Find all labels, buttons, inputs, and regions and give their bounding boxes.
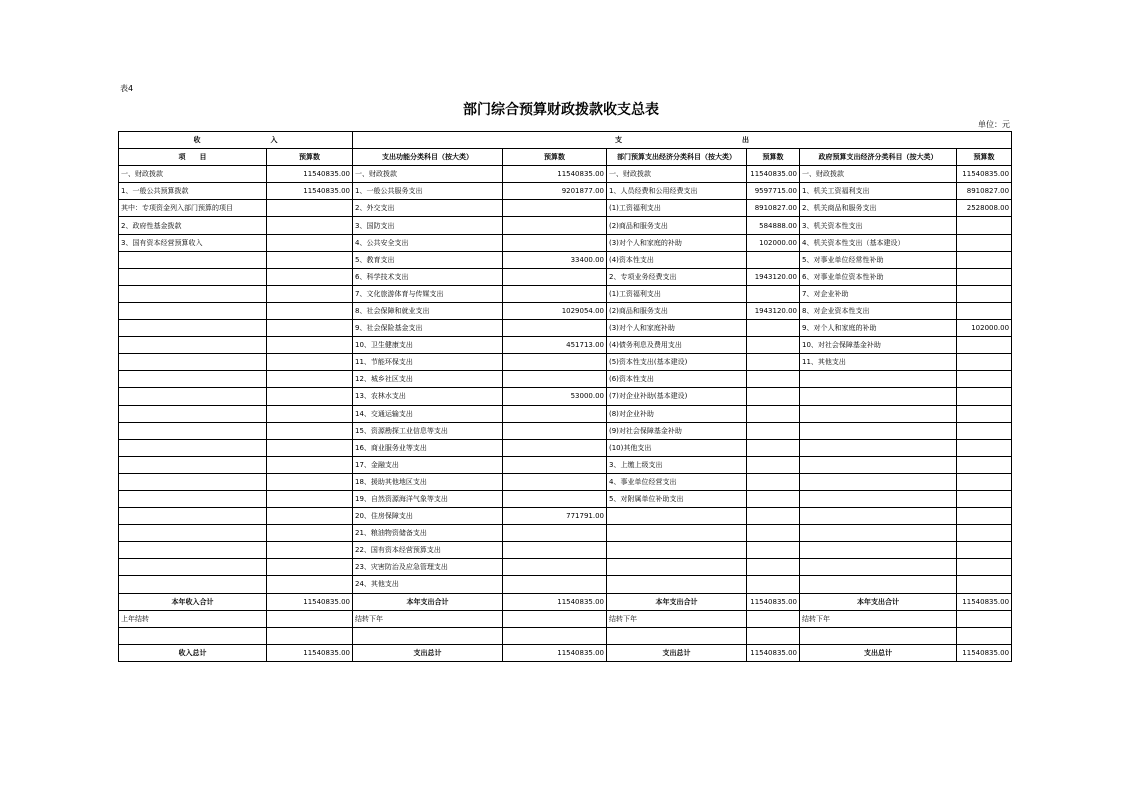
dept-econ-item: (3)对个人和家庭补助 bbox=[607, 320, 747, 337]
function-item: 8、社会保障和就业支出 bbox=[353, 302, 503, 319]
dept-econ-item bbox=[607, 559, 747, 576]
function-item: 11、节能环保支出 bbox=[353, 354, 503, 371]
table-row bbox=[119, 217, 1012, 234]
empty-cell bbox=[957, 627, 1012, 644]
empty-cell bbox=[353, 627, 503, 644]
table-row bbox=[119, 200, 1012, 217]
function-amount bbox=[503, 320, 607, 337]
gov-econ-amount bbox=[957, 302, 1012, 319]
income-item: 1、一般公共预算拨款 bbox=[119, 183, 267, 200]
table-row bbox=[119, 576, 1012, 593]
gov-econ-amount bbox=[957, 405, 1012, 422]
dept-econ-amount bbox=[747, 439, 800, 456]
gov-econ-amount bbox=[957, 508, 1012, 525]
dept-econ-item: (6)资本性支出 bbox=[607, 371, 747, 388]
income-item bbox=[119, 354, 267, 371]
empty-cell bbox=[607, 627, 747, 644]
carryover-label: 结转下年 bbox=[353, 610, 503, 627]
dept-econ-item bbox=[607, 508, 747, 525]
income-item bbox=[119, 542, 267, 559]
grand-total-row bbox=[119, 644, 1012, 661]
dept-econ-amount bbox=[747, 542, 800, 559]
function-item: 14、交通运输支出 bbox=[353, 405, 503, 422]
carryover-value bbox=[503, 610, 607, 627]
table-number: 表4 bbox=[120, 84, 134, 93]
carryover-label: 结转下年 bbox=[607, 610, 747, 627]
function-amount: 771791.00 bbox=[503, 508, 607, 525]
table-row bbox=[119, 285, 1012, 302]
gov-econ-item bbox=[800, 388, 957, 405]
dept-econ-amount bbox=[747, 576, 800, 593]
dept-econ-amount bbox=[747, 456, 800, 473]
function-amount bbox=[503, 354, 607, 371]
gov-econ-amount bbox=[957, 439, 1012, 456]
income-item bbox=[119, 302, 267, 319]
income-amount bbox=[267, 234, 353, 251]
gov-econ-item: 11、其他支出 bbox=[800, 354, 957, 371]
dept-econ-amount: 584888.00 bbox=[747, 217, 800, 234]
grand-total-value: 11540835.00 bbox=[503, 644, 607, 661]
income-amount bbox=[267, 302, 353, 319]
dept-econ-item: (7)对企业补助(基本建设) bbox=[607, 388, 747, 405]
budget-summary-table bbox=[118, 131, 1012, 662]
table-row bbox=[119, 268, 1012, 285]
gov-econ-amount bbox=[957, 217, 1012, 234]
function-amount: 9201877.00 bbox=[503, 183, 607, 200]
function-amount bbox=[503, 422, 607, 439]
function-item: 23、灾害防治及应急管理支出 bbox=[353, 559, 503, 576]
gov-econ-item bbox=[800, 542, 957, 559]
gov-econ-amount bbox=[957, 285, 1012, 302]
gov-econ-item bbox=[800, 525, 957, 542]
function-item: 6、科学技术支出 bbox=[353, 268, 503, 285]
dept-econ-amount: 1943120.00 bbox=[747, 268, 800, 285]
gov-econ-item: 3、机关资本性支出 bbox=[800, 217, 957, 234]
dept-econ-item bbox=[607, 525, 747, 542]
gov-econ-item bbox=[800, 371, 957, 388]
dept-econ-item: (2)商品和服务支出 bbox=[607, 217, 747, 234]
dept-econ-item: (5)资本性支出(基本建设) bbox=[607, 354, 747, 371]
grand-total-label: 支出总计 bbox=[607, 644, 747, 661]
gov-econ-amount bbox=[957, 422, 1012, 439]
income-item bbox=[119, 439, 267, 456]
income-amount bbox=[267, 490, 353, 507]
gov-econ-amount bbox=[957, 337, 1012, 354]
gov-econ-amount bbox=[957, 456, 1012, 473]
gov-econ-amount bbox=[957, 388, 1012, 405]
dept-econ-amount: 1943120.00 bbox=[747, 302, 800, 319]
function-item: 15、资源勘探工业信息等支出 bbox=[353, 422, 503, 439]
total-value: 11540835.00 bbox=[503, 593, 607, 610]
total-label: 本年支出合计 bbox=[800, 593, 957, 610]
income-amount bbox=[267, 371, 353, 388]
function-amount bbox=[503, 439, 607, 456]
gov-econ-item: 6、对事业单位资本性补助 bbox=[800, 268, 957, 285]
gov-econ-amount bbox=[957, 371, 1012, 388]
annual-total-row bbox=[119, 593, 1012, 610]
dept-econ-amount bbox=[747, 251, 800, 268]
table-row bbox=[119, 354, 1012, 371]
gov-econ-item: 1、机关工资福利支出 bbox=[800, 183, 957, 200]
gov-econ-amount bbox=[957, 542, 1012, 559]
function-amount bbox=[503, 234, 607, 251]
column-header: 支出功能分类科目（按大类） bbox=[353, 149, 503, 166]
function-amount bbox=[503, 490, 607, 507]
income-amount bbox=[267, 576, 353, 593]
grand-total-value: 11540835.00 bbox=[747, 644, 800, 661]
income-item bbox=[119, 268, 267, 285]
function-item: 13、农林水支出 bbox=[353, 388, 503, 405]
function-item: 24、其他支出 bbox=[353, 576, 503, 593]
dept-econ-amount: 102000.00 bbox=[747, 234, 800, 251]
income-item: 一、财政拨款 bbox=[119, 166, 267, 183]
dept-econ-amount bbox=[747, 354, 800, 371]
gov-econ-amount bbox=[957, 576, 1012, 593]
dept-econ-amount bbox=[747, 508, 800, 525]
carryover-label: 结转下年 bbox=[800, 610, 957, 627]
gov-econ-amount bbox=[957, 354, 1012, 371]
total-value: 11540835.00 bbox=[267, 593, 353, 610]
carryover-value bbox=[267, 610, 353, 627]
gov-econ-item bbox=[800, 405, 957, 422]
expense-group-header: 支 出 bbox=[353, 132, 1012, 149]
function-amount bbox=[503, 576, 607, 593]
function-item: 16、商业服务业等支出 bbox=[353, 439, 503, 456]
income-amount bbox=[267, 388, 353, 405]
function-item: 17、金融支出 bbox=[353, 456, 503, 473]
grand-total-value: 11540835.00 bbox=[267, 644, 353, 661]
grand-total-value: 11540835.00 bbox=[957, 644, 1012, 661]
group-header-row bbox=[119, 132, 1012, 149]
gov-econ-item: 2、机关商品和服务支出 bbox=[800, 200, 957, 217]
dept-econ-amount bbox=[747, 490, 800, 507]
total-label: 本年收入合计 bbox=[119, 593, 267, 610]
gov-econ-amount bbox=[957, 268, 1012, 285]
function-item: 12、城乡社区支出 bbox=[353, 371, 503, 388]
column-header: 预算数 bbox=[957, 149, 1012, 166]
income-amount bbox=[267, 337, 353, 354]
dept-econ-amount: 9597715.00 bbox=[747, 183, 800, 200]
dept-econ-item: (4)债务利息及费用支出 bbox=[607, 337, 747, 354]
dept-econ-amount bbox=[747, 473, 800, 490]
function-item: 7、文化旅游体育与传媒支出 bbox=[353, 285, 503, 302]
gov-econ-item: 4、机关资本性支出（基本建设） bbox=[800, 234, 957, 251]
income-amount bbox=[267, 200, 353, 217]
grand-total-label: 收入总计 bbox=[119, 644, 267, 661]
carryover-value bbox=[957, 610, 1012, 627]
gov-econ-item: 一、财政拨款 bbox=[800, 166, 957, 183]
table-row bbox=[119, 337, 1012, 354]
function-item: 1、一般公共服务支出 bbox=[353, 183, 503, 200]
income-amount bbox=[267, 320, 353, 337]
table-row bbox=[119, 234, 1012, 251]
gov-econ-item: 7、对企业补助 bbox=[800, 285, 957, 302]
total-value: 11540835.00 bbox=[747, 593, 800, 610]
income-item bbox=[119, 576, 267, 593]
function-item: 18、援助其他地区支出 bbox=[353, 473, 503, 490]
income-item bbox=[119, 490, 267, 507]
dept-econ-item: (8)对企业补助 bbox=[607, 405, 747, 422]
dept-econ-amount bbox=[747, 559, 800, 576]
income-group-header: 收 入 bbox=[119, 132, 353, 149]
function-item: 9、社会保险基金支出 bbox=[353, 320, 503, 337]
gov-econ-item bbox=[800, 456, 957, 473]
income-item bbox=[119, 473, 267, 490]
income-amount bbox=[267, 405, 353, 422]
income-amount bbox=[267, 439, 353, 456]
income-item bbox=[119, 337, 267, 354]
gov-econ-amount bbox=[957, 525, 1012, 542]
gov-econ-item: 10、对社会保障基金补助 bbox=[800, 337, 957, 354]
function-item: 4、公共安全支出 bbox=[353, 234, 503, 251]
function-amount bbox=[503, 371, 607, 388]
table-row bbox=[119, 490, 1012, 507]
income-item bbox=[119, 456, 267, 473]
dept-econ-item: (9)对社会保障基金补助 bbox=[607, 422, 747, 439]
income-item bbox=[119, 388, 267, 405]
dept-econ-amount bbox=[747, 337, 800, 354]
function-item: 10、卫生健康支出 bbox=[353, 337, 503, 354]
column-header-row bbox=[119, 149, 1012, 166]
gov-econ-amount bbox=[957, 473, 1012, 490]
gov-econ-amount bbox=[957, 490, 1012, 507]
dept-econ-item: (2)商品和服务支出 bbox=[607, 302, 747, 319]
table-row bbox=[119, 422, 1012, 439]
gov-econ-item bbox=[800, 508, 957, 525]
carryover-row bbox=[119, 610, 1012, 627]
gov-econ-amount: 2528008.00 bbox=[957, 200, 1012, 217]
table-row bbox=[119, 166, 1012, 183]
gov-econ-amount: 11540835.00 bbox=[957, 166, 1012, 183]
dept-econ-item: 2、专项业务经费支出 bbox=[607, 268, 747, 285]
function-amount: 53000.00 bbox=[503, 388, 607, 405]
gov-econ-amount: 102000.00 bbox=[957, 320, 1012, 337]
table-row bbox=[119, 388, 1012, 405]
table-row bbox=[119, 320, 1012, 337]
function-amount: 451713.00 bbox=[503, 337, 607, 354]
empty-cell bbox=[503, 627, 607, 644]
gov-econ-item bbox=[800, 473, 957, 490]
income-amount: 11540835.00 bbox=[267, 183, 353, 200]
table-row bbox=[119, 371, 1012, 388]
income-amount bbox=[267, 354, 353, 371]
income-item bbox=[119, 422, 267, 439]
dept-econ-amount bbox=[747, 525, 800, 542]
function-item: 21、粮油物资储备支出 bbox=[353, 525, 503, 542]
function-item: 3、国防支出 bbox=[353, 217, 503, 234]
dept-econ-amount: 8910827.00 bbox=[747, 200, 800, 217]
income-item bbox=[119, 285, 267, 302]
dept-econ-item bbox=[607, 542, 747, 559]
income-amount bbox=[267, 525, 353, 542]
function-amount bbox=[503, 285, 607, 302]
gov-econ-item bbox=[800, 422, 957, 439]
income-amount bbox=[267, 422, 353, 439]
income-amount bbox=[267, 473, 353, 490]
function-amount bbox=[503, 405, 607, 422]
gov-econ-item: 5、对事业单位经常性补助 bbox=[800, 251, 957, 268]
function-amount: 33400.00 bbox=[503, 251, 607, 268]
table-row bbox=[119, 508, 1012, 525]
function-amount: 1029054.00 bbox=[503, 302, 607, 319]
dept-econ-item: (4)资本性支出 bbox=[607, 251, 747, 268]
gov-econ-amount bbox=[957, 234, 1012, 251]
table-row bbox=[119, 525, 1012, 542]
function-item: 一、财政拨款 bbox=[353, 166, 503, 183]
income-item bbox=[119, 371, 267, 388]
table-row bbox=[119, 559, 1012, 576]
total-value: 11540835.00 bbox=[957, 593, 1012, 610]
column-header: 预算数 bbox=[267, 149, 353, 166]
function-item: 5、教育支出 bbox=[353, 251, 503, 268]
function-amount: 11540835.00 bbox=[503, 166, 607, 183]
empty-cell bbox=[800, 627, 957, 644]
table-row bbox=[119, 183, 1012, 200]
gov-econ-amount bbox=[957, 559, 1012, 576]
empty-cell bbox=[119, 627, 267, 644]
gov-econ-item bbox=[800, 439, 957, 456]
income-amount bbox=[267, 456, 353, 473]
dept-econ-amount: 11540835.00 bbox=[747, 166, 800, 183]
empty-cell bbox=[267, 627, 353, 644]
table-row bbox=[119, 302, 1012, 319]
column-header: 部门预算支出经济分类科目（按大类） bbox=[607, 149, 747, 166]
function-amount bbox=[503, 525, 607, 542]
unit-label: 单位：元 bbox=[978, 120, 1010, 129]
dept-econ-amount bbox=[747, 388, 800, 405]
grand-total-label: 支出总计 bbox=[353, 644, 503, 661]
dept-econ-item: (10)其他支出 bbox=[607, 439, 747, 456]
function-amount bbox=[503, 456, 607, 473]
empty-cell bbox=[747, 627, 800, 644]
dept-econ-item bbox=[607, 576, 747, 593]
income-amount bbox=[267, 217, 353, 234]
gov-econ-item: 8、对企业资本性支出 bbox=[800, 302, 957, 319]
dept-econ-item: (1)工资福利支出 bbox=[607, 285, 747, 302]
income-item bbox=[119, 405, 267, 422]
income-item bbox=[119, 508, 267, 525]
gov-econ-item bbox=[800, 490, 957, 507]
table-row bbox=[119, 439, 1012, 456]
dept-econ-item: 一、财政拨款 bbox=[607, 166, 747, 183]
income-amount bbox=[267, 285, 353, 302]
dept-econ-amount bbox=[747, 320, 800, 337]
table-row bbox=[119, 251, 1012, 268]
blank-row bbox=[119, 627, 1012, 644]
dept-econ-item: 1、人员经费和公用经费支出 bbox=[607, 183, 747, 200]
page-title: 部门综合预算财政拨款收支总表 bbox=[463, 102, 659, 118]
dept-econ-item: 3、上缴上级支出 bbox=[607, 456, 747, 473]
total-label: 本年支出合计 bbox=[607, 593, 747, 610]
income-item bbox=[119, 559, 267, 576]
column-header: 项 目 bbox=[119, 149, 267, 166]
dept-econ-amount bbox=[747, 371, 800, 388]
gov-econ-amount bbox=[957, 251, 1012, 268]
income-amount bbox=[267, 508, 353, 525]
carryover-value bbox=[747, 610, 800, 627]
income-amount bbox=[267, 268, 353, 285]
gov-econ-item bbox=[800, 576, 957, 593]
function-amount bbox=[503, 200, 607, 217]
column-header: 预算数 bbox=[747, 149, 800, 166]
function-amount bbox=[503, 268, 607, 285]
function-amount bbox=[503, 217, 607, 234]
table-row bbox=[119, 473, 1012, 490]
income-item: 2、政府性基金拨款 bbox=[119, 217, 267, 234]
table-row bbox=[119, 542, 1012, 559]
function-item: 19、自然资源海洋气象等支出 bbox=[353, 490, 503, 507]
gov-econ-amount: 8910827.00 bbox=[957, 183, 1012, 200]
dept-econ-amount bbox=[747, 405, 800, 422]
carryover-label: 上年结转 bbox=[119, 610, 267, 627]
income-item: 其中：专项资金列入部门预算的项目 bbox=[119, 200, 267, 217]
table-row bbox=[119, 456, 1012, 473]
income-item bbox=[119, 525, 267, 542]
dept-econ-amount bbox=[747, 422, 800, 439]
dept-econ-amount bbox=[747, 285, 800, 302]
income-amount: 11540835.00 bbox=[267, 166, 353, 183]
gov-econ-item: 9、对个人和家庭的补助 bbox=[800, 320, 957, 337]
grand-total-label: 支出总计 bbox=[800, 644, 957, 661]
income-item bbox=[119, 251, 267, 268]
dept-econ-item: 5、对附属单位补助支出 bbox=[607, 490, 747, 507]
gov-econ-item bbox=[800, 559, 957, 576]
dept-econ-item: 4、事业单位经营支出 bbox=[607, 473, 747, 490]
total-label: 本年支出合计 bbox=[353, 593, 503, 610]
function-amount bbox=[503, 559, 607, 576]
function-item: 20、住房保障支出 bbox=[353, 508, 503, 525]
table-row bbox=[119, 405, 1012, 422]
function-item: 22、国有资本经营预算支出 bbox=[353, 542, 503, 559]
income-amount bbox=[267, 542, 353, 559]
function-amount bbox=[503, 542, 607, 559]
income-amount bbox=[267, 559, 353, 576]
function-amount bbox=[503, 473, 607, 490]
column-header: 政府预算支出经济分类科目（按大类） bbox=[800, 149, 957, 166]
income-item bbox=[119, 320, 267, 337]
column-header: 预算数 bbox=[503, 149, 607, 166]
dept-econ-item: (1)工资福利支出 bbox=[607, 200, 747, 217]
dept-econ-item: (3)对个人和家庭的补助 bbox=[607, 234, 747, 251]
income-amount bbox=[267, 251, 353, 268]
function-item: 2、外交支出 bbox=[353, 200, 503, 217]
income-item: 3、国有资本经营预算收入 bbox=[119, 234, 267, 251]
